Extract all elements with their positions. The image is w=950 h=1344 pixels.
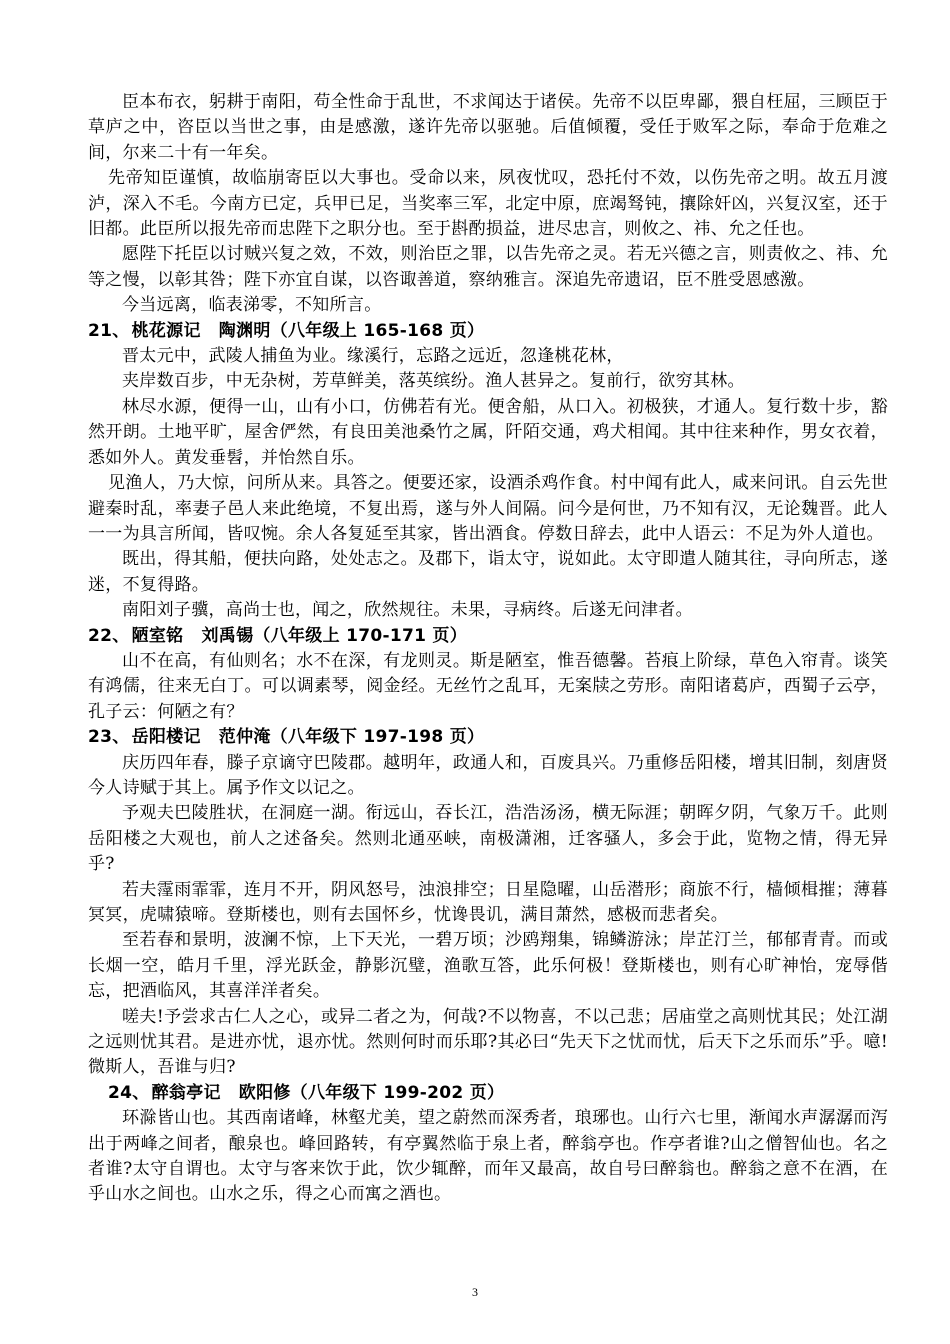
section-title: 醉翁亭记 (151, 1082, 221, 1103)
paragraph: 嗟夫!予尝求古仁人之心，或异二者之为，何哉?不以物喜，不以己悲；居庙堂之高则忧其民；处江湖之远则忧其君。是进亦忧，退亦忧。然则何时而乐耶?其必曰“先天下之忧而忧，后天下之乐而乐”乎。噫!微斯人，吾谁与归? (88, 1006, 888, 1078)
paragraph: 南阳刘子骥，高尚士也，闻之，欣然规往。未果，寻病终。后遂无问津者。 (122, 600, 693, 621)
section-heading-22 (88, 624, 888, 649)
paragraph: 至若春和景明，波澜不惊，上下天光，一碧万顷；沙鸥翔集，锦鳞游泳；岸芷汀兰，郁郁青青。而或长烟一空，皓月千里，浮光跃金，静影沉璧，渔歌互答，此乐何极！登斯楼也，则有心旷神怡，宠辱偕忘，把酒临风，其喜洋洋者矣。 (88, 930, 888, 1002)
section-number: 21、 (88, 320, 130, 341)
paragraph: 见渔人，乃大惊，问所从来。具答之。便要还家，设酒杀鸡作食。村中闻有此人，咸来问讯。自云先世避秦时乱，率妻子邑人来此绝境，不复出焉，遂与外人间隔。问今是何世，乃不知有汉，无论魏晋。此人一一为具言所闻，皆叹惋。余人各复延至其家，皆出酒食。停数日辞去，此中人语云：不足为外人道也。 (88, 473, 888, 544)
paragraph: 若夫霪雨霏霏，连月不开，阴风怒号，浊浪排空；日星隐曜，山岳潜形；商旅不行，樯倾楫摧；薄暮冥冥，虎啸猿啼。登斯楼也，则有去国怀乡，忧谗畏讥，满目萧然，感极而悲者矣。 (88, 879, 888, 925)
section-number: 22、 (88, 625, 130, 646)
section-title: 桃花源记 (131, 320, 201, 341)
paragraph: 既出，得其船，便扶向路，处处志之。及郡下，诣太守，说如此。太守即遣人随其往，寻向所志，遂迷，不复得路。 (88, 549, 888, 595)
section-heading-23 (88, 725, 888, 750)
section-number: 23、 (88, 727, 130, 748)
paragraph: 林尽水源，便得一山，山有小口，仿佛若有光。便舍船，从口入。初极狭，才通人。复行数十步，豁然开朗。土地平旷，屋舍俨然，有良田美池桑竹之属，阡陌交通，鸡犬相闻。其中往来种作，男女衣着，悉如外人。黄发垂髫，并怡然自乐。 (88, 396, 888, 468)
section-title: 岳阳楼记 (131, 727, 201, 748)
section-title: 陋室铭 (131, 625, 184, 646)
section-heading-21 (88, 319, 888, 344)
page-number: 3 (472, 1285, 478, 1299)
paragraph: 予观夫巴陵胜状，在洞庭一湖。衔远山，吞长江，浩浩汤汤，横无际涯；朝晖夕阴，气象万千。此则岳阳楼之大观也，前人之述备矣。然则北通巫峡，南极潇湘，迁客骚人，多会于此，览物之情，得无异乎? (88, 803, 888, 875)
section-author: 范仲淹（八年级下 197-198 页） (218, 727, 485, 748)
paragraph: 山不在高，有仙则名；水不在深，有龙则灵。斯是陋室，惟吾德馨。苔痕上阶绿，草色入帘青。谈笑有鸿儒，往来无白丁。可以调素琴，阅金经。无丝竹之乱耳，无案牍之劳形。南阳诸葛庐，西蜀子云亭，孔子云：何陋之有？ (88, 650, 888, 722)
paragraph: 臣本布衣，躬耕于南阳，苟全性命于乱世，不求闻达于诸侯。先帝不以臣卑鄙，猥自枉屈，三顾臣于草庐之中，咨臣以当世之事，由是感激，遂许先帝以驱驰。后值倾覆，受任于败军之际，奉命于危难之间，尔来二十有一年矣。 (88, 92, 888, 163)
paragraph: 晋太元中，武陵人捕鱼为业。缘溪行，忘路之远近，忽逢桃花林， (122, 346, 624, 367)
paragraph: 今当远离，临表涕零，不知所言。 (122, 295, 382, 316)
paragraph: 先帝知臣谨慎，故临崩寄臣以大事也。受命以来，夙夜忧叹，恐托付不效，以伤先帝之明。故五月渡泸，深入不毛。今南方已定，兵甲已足，当奖率三军，北定中原，庶竭驽钝，攘除奸凶，兴复汉室，还于旧都。此臣所以报先帝而忠陛下之职分也。至于斟酌损益，进尽忠言，则攸之、祎、允之任也。 (88, 168, 888, 240)
paragraph: 夹岸数百步，中无杂树，芳草鲜美，落英缤纷。渔人甚异之。复前行，欲穷其林。 (122, 371, 745, 392)
paragraph: 环滁皆山也。其西南诸峰，林壑尤美，望之蔚然而深秀者，琅琊也。山行六七里，渐闻水声潺潺而泻出于两峰之间者，酿泉也。峰回路转，有亭翼然临于泉上者，醉翁亭也。作亭者谁?山之僧智仙也。名之者谁?太守自谓也。太守与客来饮于此，饮少辄醉，而年又最高，故自号曰醉翁也。醉翁之意不在酒，在乎山水之间也。山水之乐，得之心而寓之酒也。 (88, 1108, 888, 1205)
document-body (88, 90, 888, 1208)
section-author: 欧阳修（八年级下 199-202 页） (238, 1082, 505, 1103)
paragraph: 愿陛下托臣以讨贼兴复之效，不效，则治臣之罪，以告先帝之灵。若无兴德之言，则责攸之、祎、允等之慢，以彰其咎；陛下亦宜自谋，以咨诹善道，察纳雅言。深追先帝遗诏，臣不胜受恩感激。 (88, 244, 888, 290)
section-author: 陶渊明（八年级上 165-168 页） (218, 320, 485, 341)
section-author: 刘禹锡（八年级上 170-171 页） (201, 625, 468, 646)
section-heading-24 (88, 1081, 888, 1106)
section-number: 24、 (108, 1082, 150, 1103)
paragraph: 庆历四年春，滕子京谪守巴陵郡。越明年，政通人和，百废具兴。乃重修岳阳楼，增其旧制，刻唐贤今人诗赋于其上。属予作文以记之。 (88, 752, 888, 798)
